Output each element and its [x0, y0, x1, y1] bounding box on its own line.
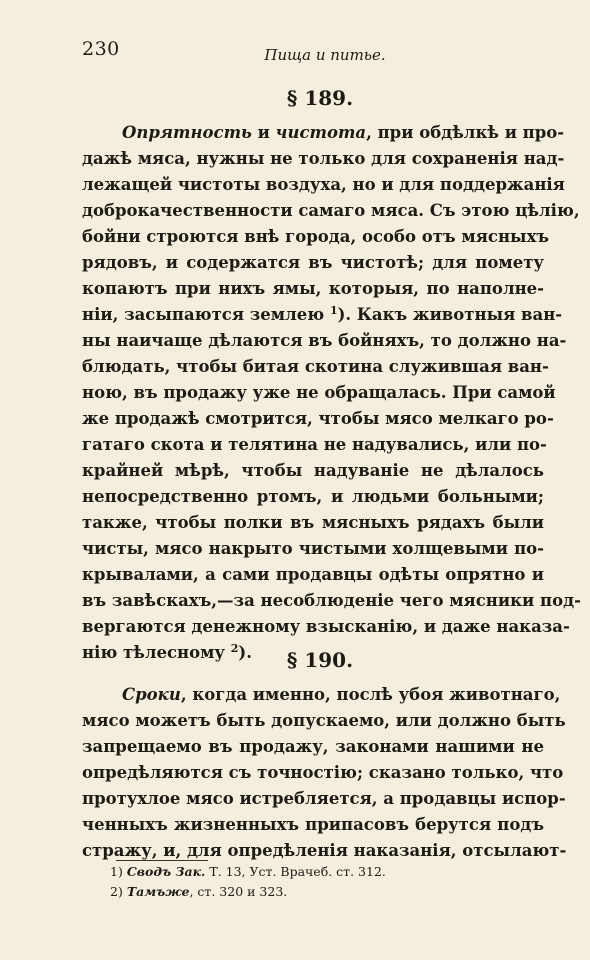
- text-line: въ завѣскахъ,—за несоблюденіе чего мясники под-: [82, 591, 581, 610]
- text-fragment: и: [251, 123, 276, 142]
- text-line: доброкачественности самаго мяса. Съ этою цѣлію,: [82, 201, 580, 220]
- footnote-source: Сводъ Зак.: [126, 864, 206, 879]
- text-line: также, чтобы полки въ мясныхъ рядахъ были: [82, 513, 544, 532]
- text-fragment: ніи, засыпаются землею: [82, 305, 330, 324]
- text-line: бойни строются внѣ города, особо отъ мясныхъ: [82, 227, 550, 246]
- text-line: же продажѣ смотрится, чтобы мясо мелкаго ро-: [82, 409, 554, 428]
- text-fragment: , при обдѣлкѣ и про-: [366, 123, 565, 142]
- text-line: дажѣ мяса, нужны не только для сохраненія над-: [82, 149, 565, 168]
- text-line: мясо можетъ быть допускаемо, или должно быть: [82, 711, 566, 730]
- footnote-marker: 1): [110, 864, 123, 879]
- text-line: крывалами, а сами продавцы одѣты опрятно и: [82, 565, 544, 584]
- text-fragment: ). Какъ животныя ван-: [337, 305, 563, 324]
- footnote-1: [110, 864, 386, 879]
- text-line: ною, въ продажу уже не обращалась. При самой: [82, 383, 556, 402]
- footnote-source: Тамъже: [126, 884, 190, 899]
- paragraph-190: [82, 682, 567, 864]
- text-line: [82, 120, 565, 146]
- text-line: непосредственно ртомъ, и людьми больными;: [82, 487, 544, 506]
- text-fragment: , когда именно, послѣ убоя животнаго,: [180, 685, 561, 704]
- running-title: Пища и питье.: [264, 46, 386, 64]
- footnote-2: [110, 884, 287, 899]
- paragraph-189: [82, 120, 581, 666]
- footnote-text: Т. 13, Уст. Врачеб. ст. 312.: [205, 864, 386, 879]
- footnote-ref[interactable]: 1: [329, 304, 338, 317]
- text-line: чисты, мясо накрыто чистыми холщевыми по-: [82, 539, 544, 558]
- italic-term: Сроки: [122, 685, 181, 704]
- italic-term: чистота: [275, 123, 367, 142]
- text-fragment: ).: [238, 643, 252, 662]
- footnote-marker: 2): [110, 884, 123, 899]
- text-line: запрещаемо въ продажу, законами нашими не: [82, 737, 544, 756]
- page-number: 230: [82, 38, 120, 60]
- section-heading-190: § 190.: [286, 648, 354, 672]
- text-fragment: нію тѣлесному: [82, 643, 231, 662]
- footnote-ref[interactable]: 2: [230, 642, 239, 655]
- text-line: опредѣляются съ точностію; сказано только, что: [82, 763, 564, 782]
- text-line: ны наичаще дѣлаются въ бойняхъ, то должно на-: [82, 331, 567, 350]
- text-line: ченныхъ жизненныхъ припасовъ берутся подъ: [82, 815, 544, 834]
- section-heading-189: § 189.: [286, 86, 354, 110]
- text-line: рядовъ, и содержатся въ чистотѣ; для помету: [82, 253, 544, 272]
- text-line: гатаго скота и телятина не надувались, или по-: [82, 435, 547, 454]
- footnote-divider: [116, 860, 208, 861]
- text-line: крайней мѣрѣ, чтобы надуваніе не дѣлалось: [82, 461, 544, 480]
- text-line: блюдать, чтобы битая скотина служившая ван-: [82, 357, 549, 376]
- text-line: протухлое мясо истребляется, а продавцы испор-: [82, 789, 566, 808]
- text-line: копаютъ при нихъ ямы, которыя, по наполне-: [82, 279, 544, 298]
- text-line: стражу, и, для опредѣленія наказанія, отсылают-: [82, 841, 567, 860]
- text-line: [82, 302, 563, 328]
- text-line: вергаются денежному взысканію, и даже наказа-: [82, 617, 570, 636]
- italic-term: Опрятность: [122, 123, 252, 142]
- text-line: лежащей чистоты воздуха, но и для поддержанія: [82, 175, 565, 194]
- footnote-text: , ст. 320 и 323.: [189, 884, 288, 899]
- text-line: [82, 682, 561, 708]
